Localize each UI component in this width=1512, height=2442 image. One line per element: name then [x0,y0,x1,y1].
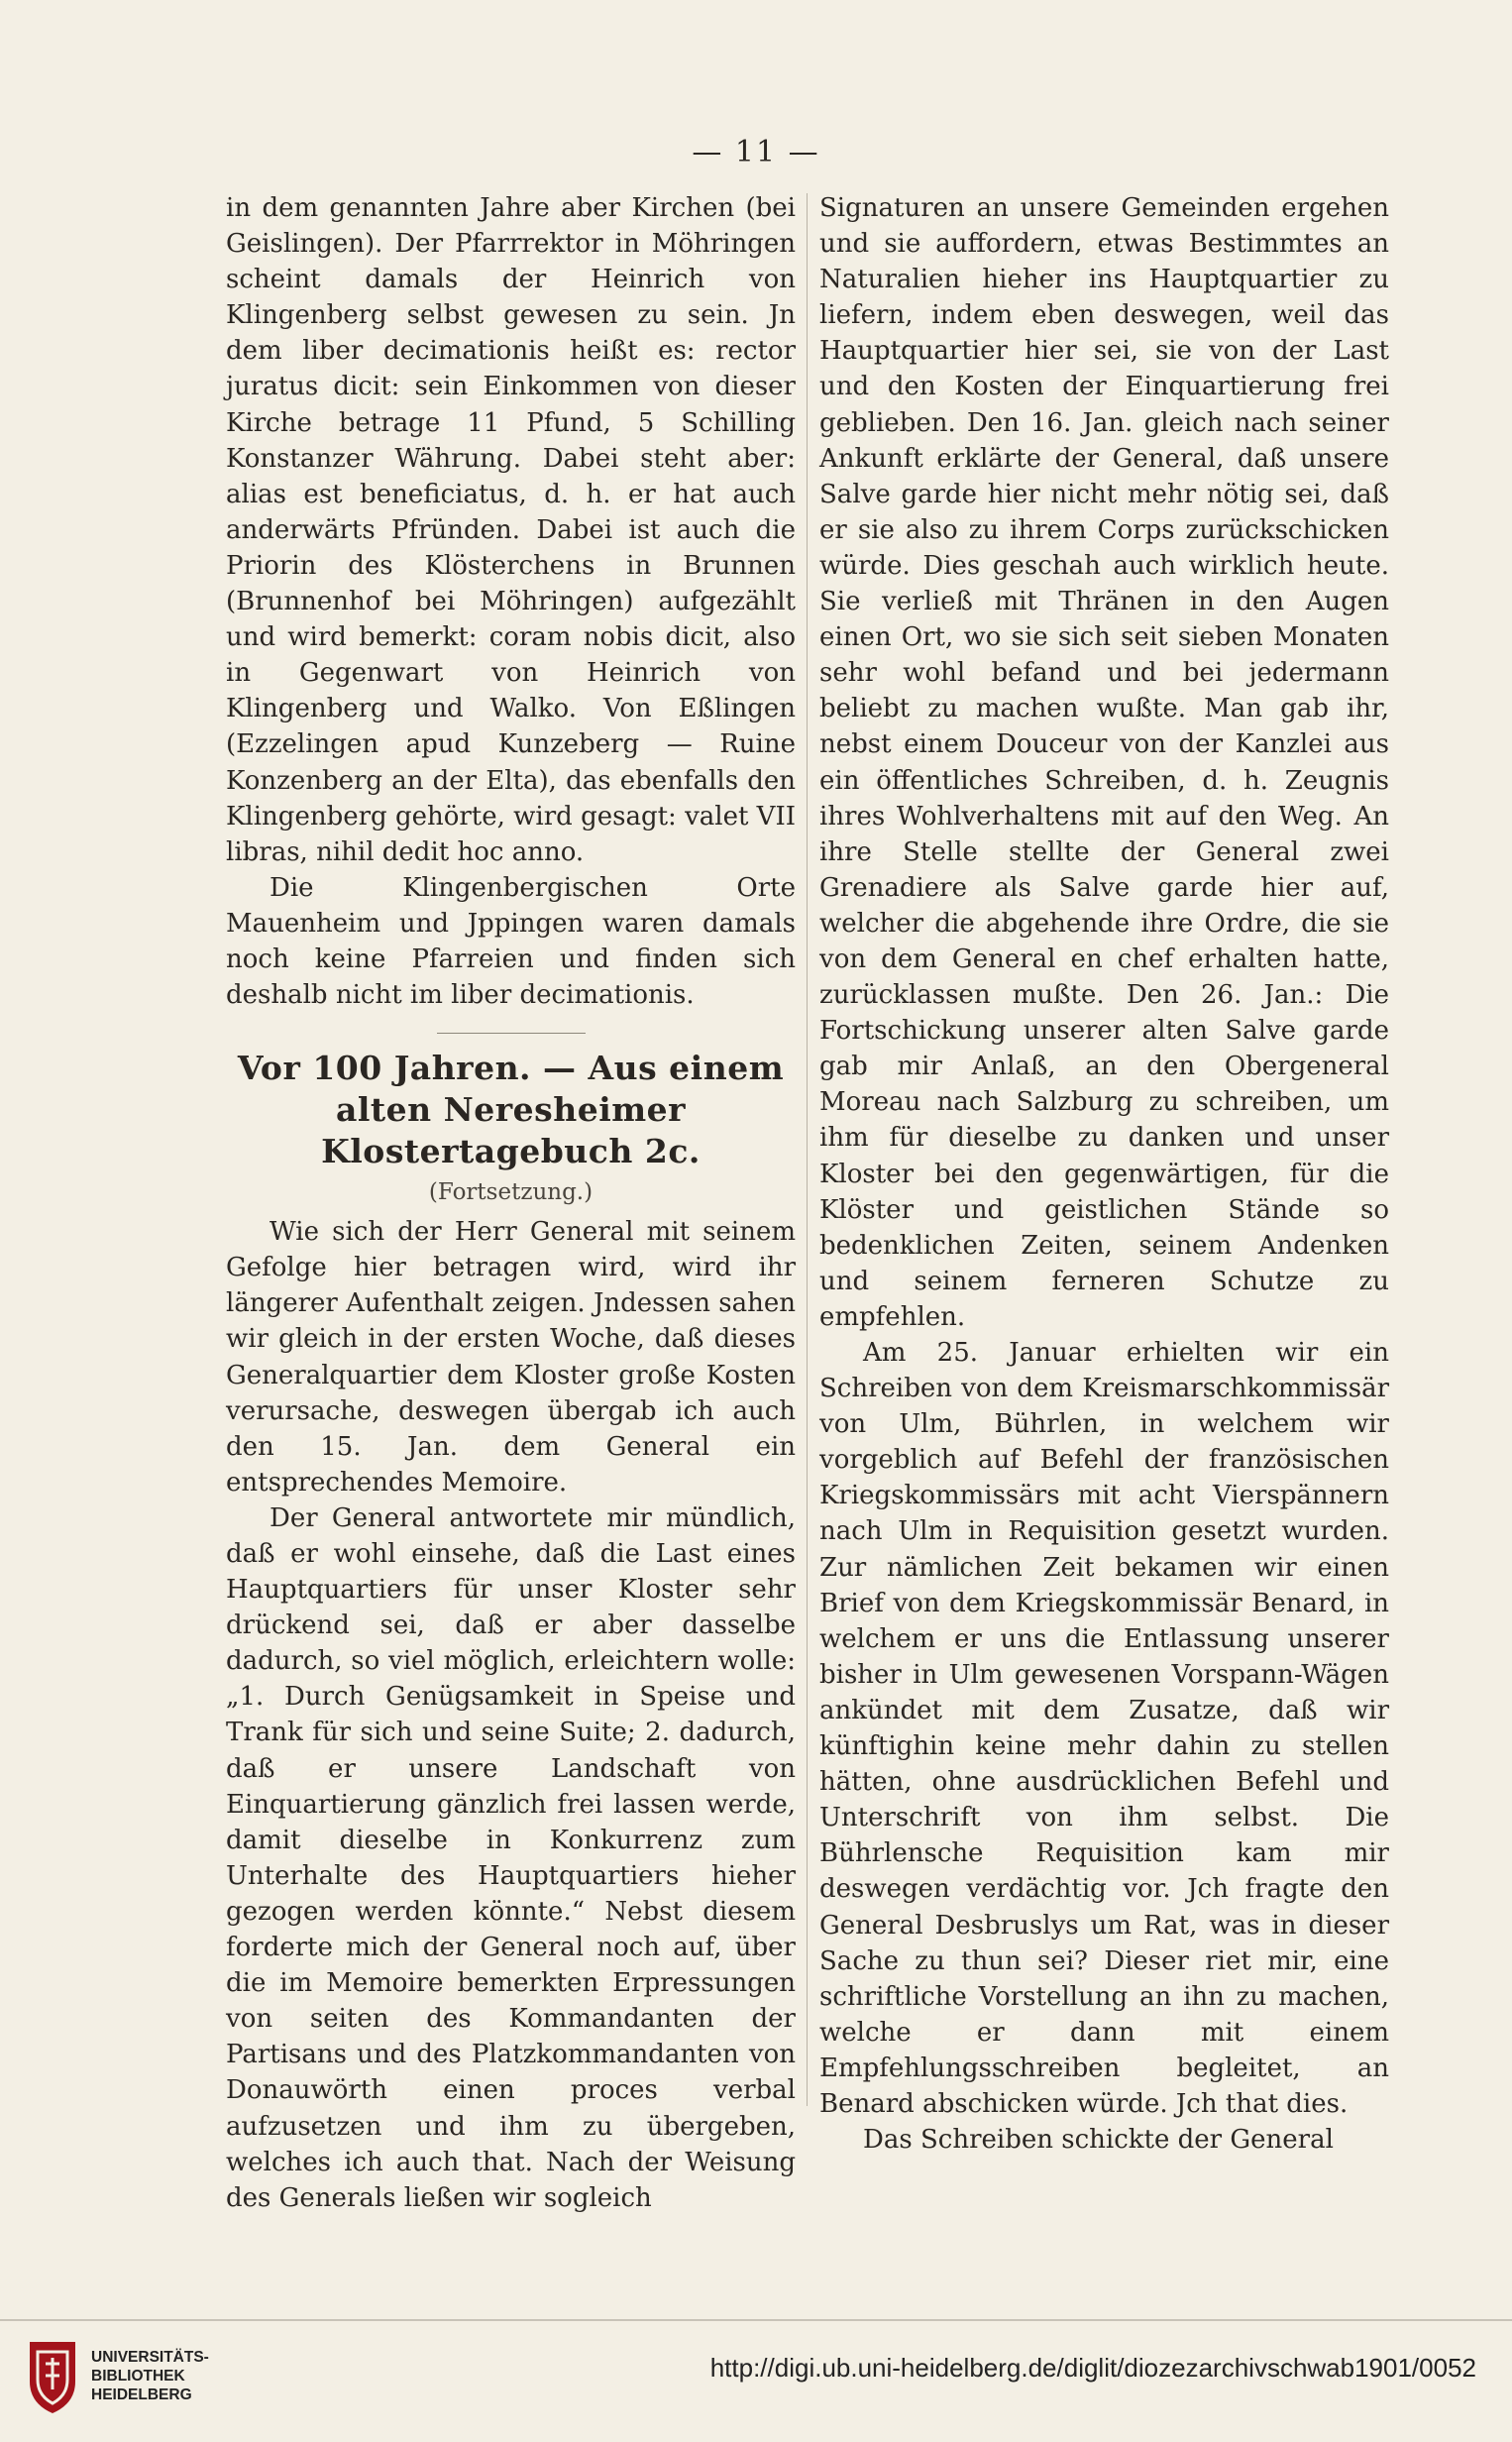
logo-line-2: BIBLIOTHEK [91,2368,185,2385]
library-logo[interactable] [22,2338,230,2415]
page-number: — 11 — [692,135,820,169]
logo-line-1: UNIVERSITÄTS- [91,2349,209,2366]
university-seal-icon [22,2338,83,2415]
left-paragraph-2: Die Klingenbergischen Orte Mauenheim und Jppingen waren damals noch keine Pfarreien und finden sich deshalb nicht im liber decimationis. [226,872,796,1011]
right-column [819,190,1389,2158]
source-url-link[interactable]: http://digi.ub.uni-heidelberg.de/diglit/diozezarchivschwab1901/0052 [709,2353,1476,2383]
footer-divider [0,2319,1512,2321]
left-paragraph-4: Der General antwortete mir mündlich, daß er wohl einsehe, daß die Last eines Hauptquartiers für unser Kloster sehr drückend sei, daß er aber dasselbe dadurch, so viel möglich, erleichtern wolle: „1. Durch Genügsamkeit in Speise und Trank für sich und seine Suite; 2. dadurch, daß er unsere Landschaft von Einquartierung gänzlich frei lassen werde, damit dieselbe in Konkurrenz zum Unterhalte des Hauptquartiers hieher gezogen werden könnte.“ Nebst diesem forderte mich der General noch auf, über die im Memoire bemerkten Erpressungen von seiten des Kommandanten der Partisans und des Platzkommandanten von Donauwörth einen proces verbal aufzusetzen und ihm zu übergeben, welches ich auch that. Nach der Weisung des Generals ließen wir sogleich [226,1502,796,2213]
right-paragraph-1: Signaturen an unsere Gemeinden ergehen und sie auffordern, etwas Bestimmtes an Naturalien hieher ins Hauptquartier zu liefern, indem eben deswegen, weil das Hauptquartier hier sei, sie von der Last und den Kosten der Einquartierung frei geblieben. Den 16. Jan. gleich nach seiner Ankunft erklärte der General, daß unsere Salve garde hier nicht mehr nötig sei, daß er sie also zu ihrem Corps zurückschicken würde. Dies geschah auch wirklich heute. Sie verließ mit Thränen in den Augen einen Ort, wo sie sich seit sieben Monaten sehr wohl befand und bei jedermann beliebt zu machen wußte. Man gab ihr, nebst einem Douceur von der Kanzlei aus ein öffentliches Schreiben, d. h. Zeugnis ihres Wohlverhaltens mit auf den Weg. An ihre Stelle stellte der General zwei Grenadiere als Salve garde hier auf, welcher die abgehende ihre Ordre, die sie von dem General en chef erhalten hatte, zurücklassen mußte. Den 26. Jan.: Die Fortschickung unserer alten Salve garde gab mir Anlaß, an den Obergeneral Moreau nach Salzburg zu schreiben, um ihm für dieselbe zu danken und unser Kloster bei den gegenwärtigen, für die Klöster und geistlichen Stände so bedenklichen Zeiten, seinem Andenken und seinem ferneren Schutze zu empfehlen. [819,193,1389,1332]
section-separator [437,1033,586,1034]
left-paragraph-3: Wie sich der Herr General mit seinem Gefolge hier betragen wird, wird ihr längerer Aufenthalt zeigen. Jndessen sahen wir gleich in der ersten Woche, daß dieses Generalquartier dem Kloster große Kosten verursache, deswegen übergab ich auch den 15. Jan. dem General ein entsprechendes Memoire. [226,1217,796,1498]
library-logo-text [91,2348,240,2404]
article-heading: Vor 100 Jahren. — Aus einem alten Neresheimer Klostertagebuch 2c. [237,1049,785,1171]
logo-line-3: HEIDELBERG [91,2386,192,2403]
left-column [226,190,796,2216]
article-continuation-note: (Fortsetzung.) [428,1179,594,1206]
column-divider [807,193,808,2106]
left-paragraph-1: in dem genannten Jahre aber Kirchen (bei Geislingen). Der Pfarrrektor in Möhringen scheint damals der Heinrich von Klingenberg selbst gewesen zu sein. Jn dem liber decimationis heißt es: rector juratus dicit: sein Einkommen von dieser Kirche betrage 11 Pfund, 5 Schilling Konstanzer Währung. Dabei steht aber: alias est beneficiatus, d. h. er hat auch anderwärts Pfründen. Dabei ist auch die Priorin des Klösterchens in Brunnen (Brunnenhof bei Möhringen) aufgezählt und wird bemerkt: coram nobis dicit, also in Gegenwart von Heinrich von Klingenberg und Walko. Von Eßlingen (Ezzelingen apud Kunzeberg — Ruine Konzenberg an der Elta), das ebenfalls den Klingenberg gehörte, wird gesagt: valet VII libras, nihil dedit hoc anno. [226,193,796,867]
right-paragraph-2: Am 25. Januar erhielten wir ein Schreiben von dem Kreismarschkommissär von Ulm, Bührlen, in welchem wir vorgeblich auf Befehl der französischen Kriegskommissärs mit acht Vierspännern nach Ulm in Requisition gesetzt wurden. Zur nämlichen Zeit bekamen wir einen Brief von dem Kriegskommissär Benard, in welchem er uns die Entlassung unserer bisher in Ulm gewesenen Vorspann-Wägen ankündet mit dem Zusatze, daß wir künftighin keine mehr dahin zu stellen hätten, ohne ausdrücklichen Befehl und Unterschrift von ihm selbst. Die Bührlensche Requisition kam mir deswegen verdächtig vor. Jch fragte den General Desbruslys um Rat, was in dieser Sache zu thun sei? Dieser riet mir, eine schriftliche Vorstellung an ihn zu machen, welche er dann mit einem Empfehlungsschreiben begleitet, an Benard abschicken würde. Jch that dies. [819,1338,1389,2119]
right-paragraph-3: Das Schreiben schickte der General [863,2125,1334,2156]
